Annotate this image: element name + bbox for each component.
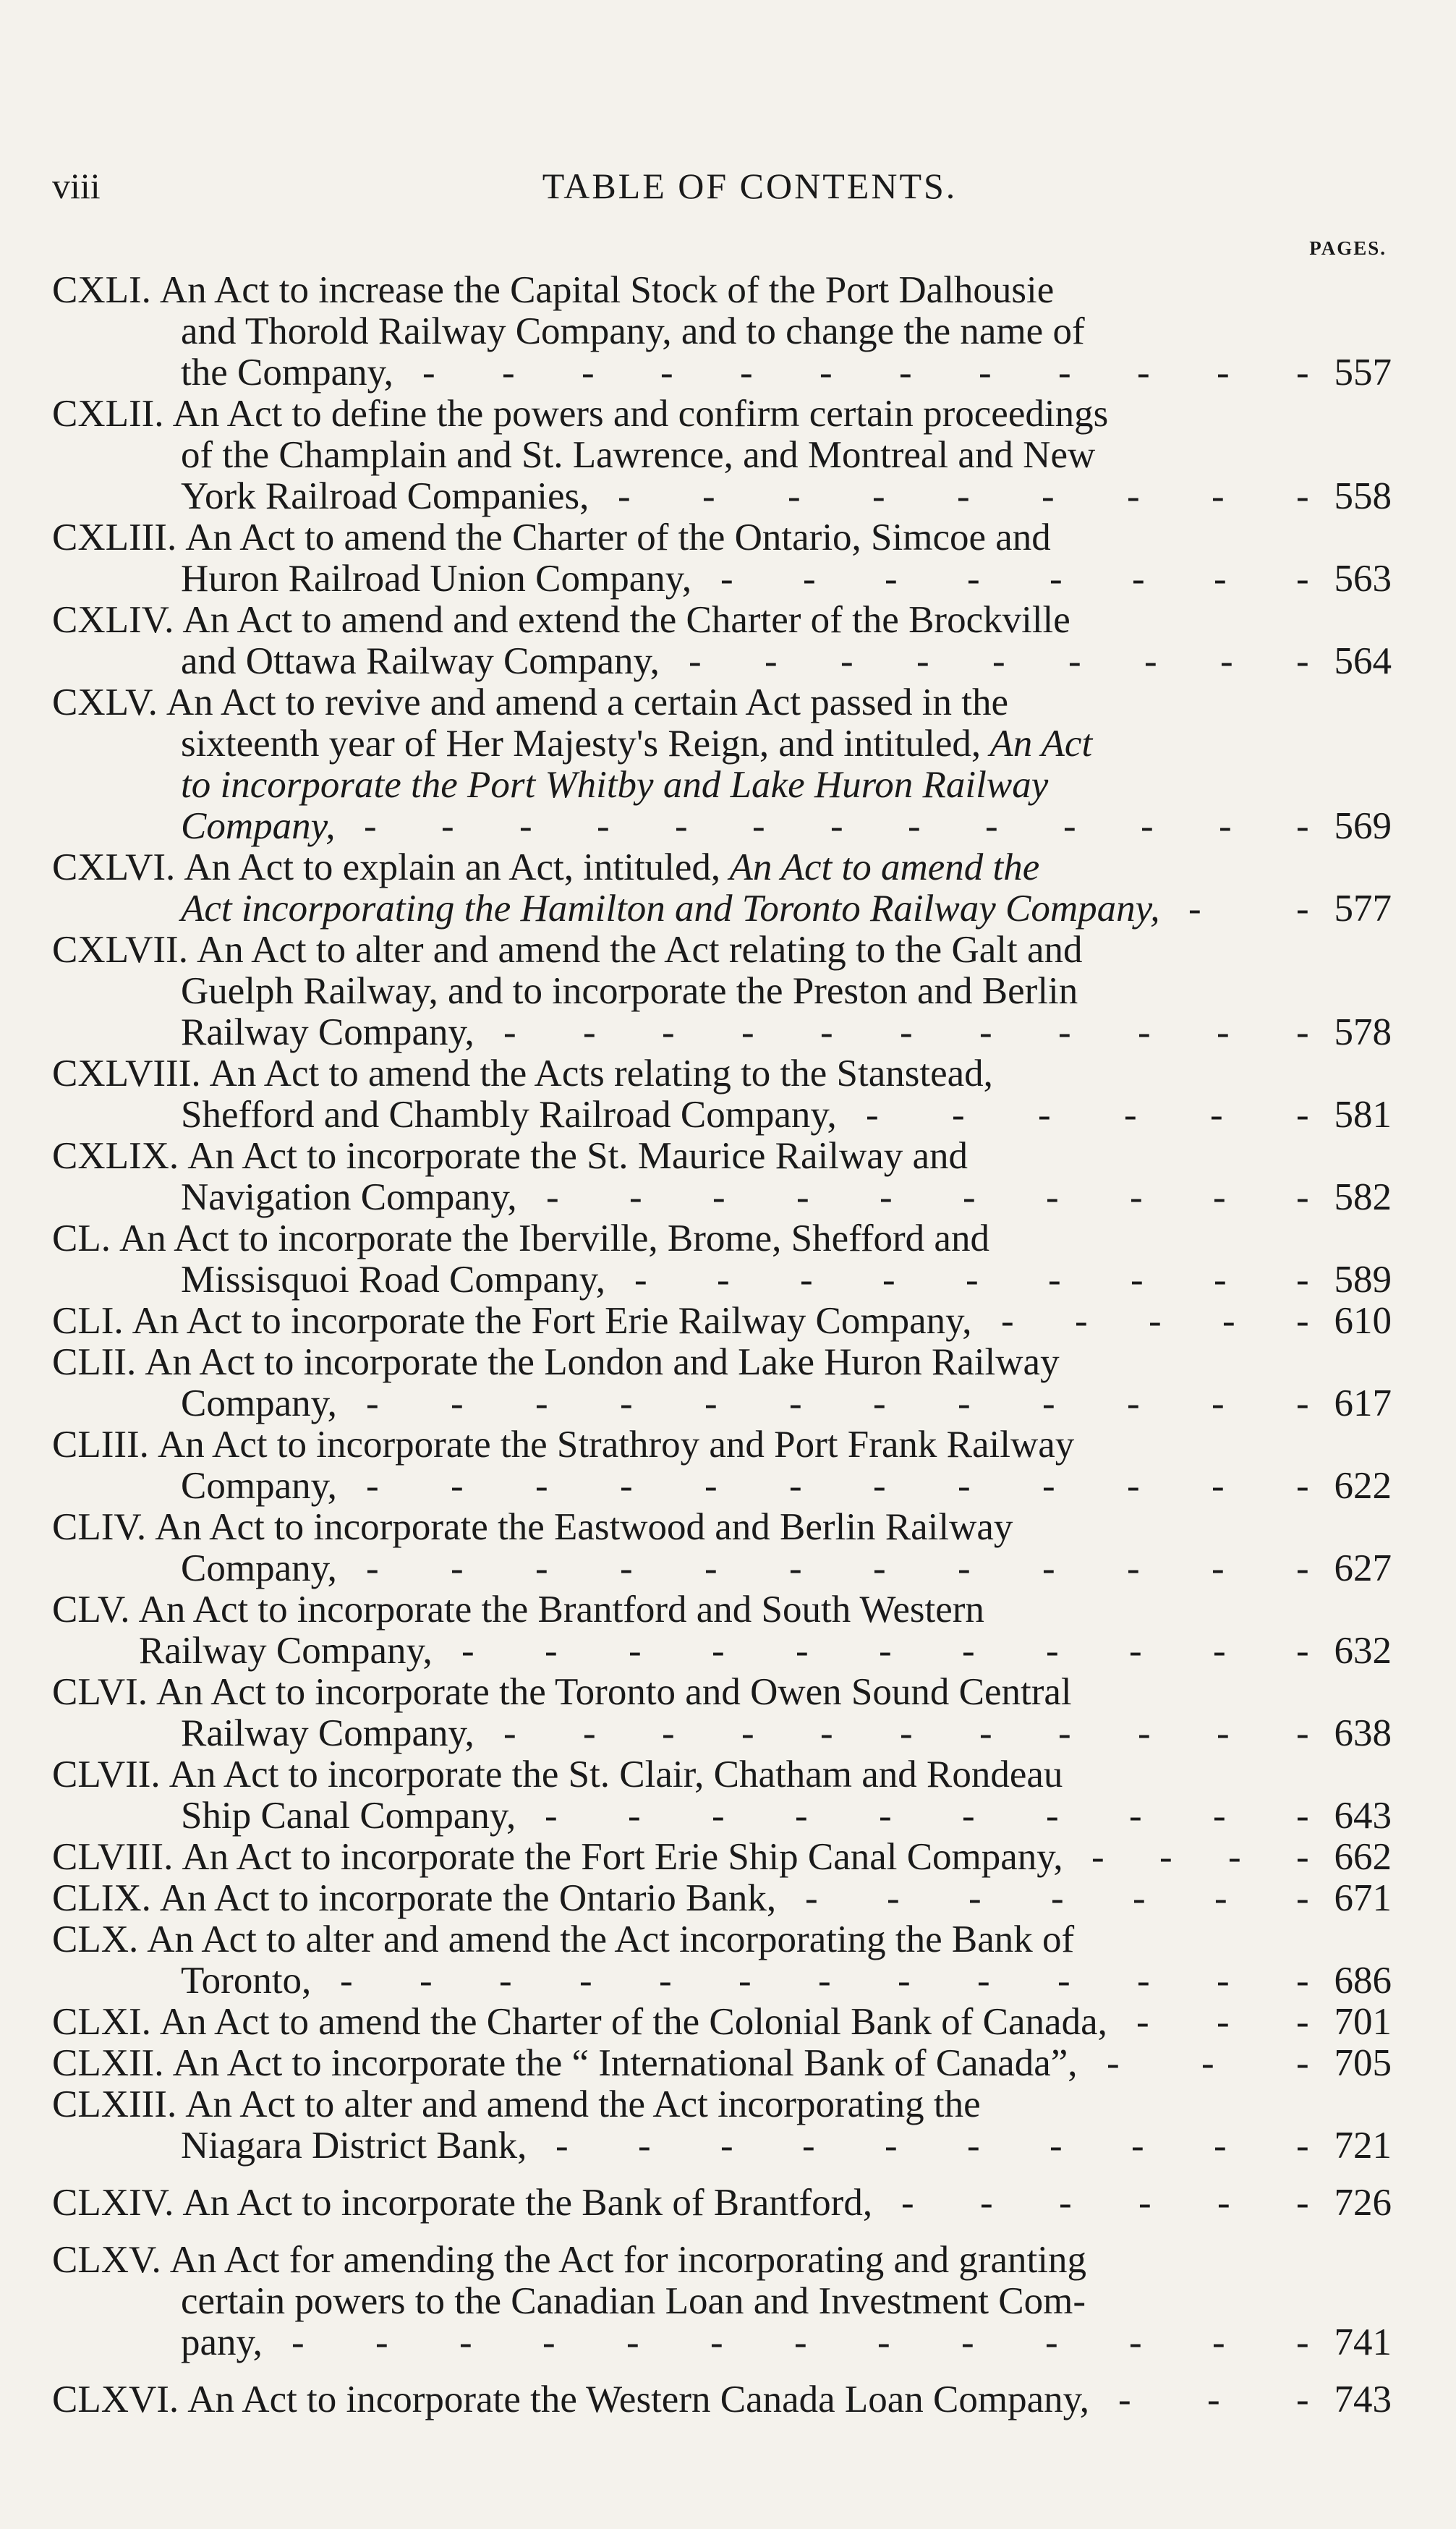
- entry-line: Shefford and Chambly Railroad Company, 581 - - - - - -: [181, 1094, 1392, 1136]
- entry-text: of the Champlain and St. Lawrence, and Montreal and New: [181, 434, 1096, 476]
- contents-entry: [52, 2240, 1390, 2363]
- act-numeral: CXLIII.: [52, 517, 177, 558]
- entry-line: [52, 1218, 1390, 1259]
- page-number: 726: [1334, 2182, 1392, 2224]
- entry-text: pany,: [181, 2321, 263, 2363]
- entry-text: certain powers to the Canadian Loan and Investment Com-: [181, 2280, 1086, 2322]
- contents-entry: [52, 1878, 1390, 1919]
- entry-line: pany, 741 - - - - - - - - - - - - -: [181, 2321, 1392, 2363]
- act-numeral: CLVII.: [52, 1754, 161, 1795]
- contents-entry: [52, 682, 1390, 847]
- entry-text: An Act to incorporate the Bank of Brantford,: [182, 2182, 873, 2224]
- contents-entry: [52, 394, 1390, 517]
- contents-entry: [52, 600, 1390, 682]
- contents-entry: [52, 1424, 1390, 1507]
- entry-line: [52, 1754, 1390, 1795]
- act-numeral: CLIII.: [52, 1424, 149, 1466]
- entry-text: An Act for amending the Act for incorporating and granting: [169, 2239, 1086, 2281]
- act-numeral: CXLIV.: [52, 599, 174, 641]
- entry-text: An Act to incorporate the Fort Erie Ship Canal Company,: [182, 1836, 1063, 1878]
- entry-line: [52, 930, 1390, 971]
- entry-line: CLXIV. An Act to incorporate the Bank of Brantford, 726 - - - - - -: [52, 2182, 1392, 2224]
- act-numeral: CLVI.: [52, 1671, 148, 1713]
- act-numeral: CLIV.: [52, 1506, 147, 1548]
- page-number: 671: [1334, 1877, 1392, 1919]
- contents-entry: [52, 1672, 1390, 1754]
- entry-text: An Act to incorporate the St. Maurice Railway and: [187, 1135, 968, 1177]
- entry-text: Ship Canal Company,: [181, 1795, 516, 1837]
- act-numeral: CL.: [52, 1217, 111, 1259]
- page-number: 569: [1334, 805, 1392, 847]
- pages-column-label: PAGES.: [1309, 237, 1387, 259]
- entry-text: An Act to amend and extend the Charter of the Brockville: [182, 599, 1070, 641]
- entry-text: Niagara District Bank,: [181, 2125, 527, 2167]
- page-number: 686: [1334, 1960, 1392, 2002]
- page-number: 705: [1334, 2042, 1392, 2084]
- entry-line: [52, 2084, 1390, 2125]
- entry-line: [52, 682, 1390, 723]
- contents-entry: [52, 2084, 1390, 2167]
- entry-line: CLI. An Act to incorporate the Fort Erie Railway Company, 610 - - - - -: [52, 1300, 1392, 1342]
- entry-text: An Act to amend the Charter of the Colonial Bank of Canada,: [159, 2001, 1107, 2043]
- entry-text: York Railroad Companies,: [181, 475, 589, 517]
- act-numeral: CLVIII.: [52, 1836, 174, 1878]
- entry-text: the Company,: [181, 352, 393, 394]
- contents-entry: [52, 1837, 1390, 1878]
- entry-text: An Act to incorporate the London and Lake Huron Railway: [145, 1341, 1060, 1383]
- act-numeral: CLX.: [52, 1918, 139, 1960]
- entry-text: Navigation Company,: [181, 1176, 517, 1218]
- entry-text: An Act to incorporate the Strathroy and Port Frank Railway: [157, 1424, 1075, 1466]
- act-numeral: CLXI.: [52, 2001, 151, 2043]
- entry-text: An Act to amend the Charter of the Ontario, Simcoe and: [185, 517, 1051, 558]
- entry-line: [52, 723, 1390, 765]
- entry-text: An Act to define the powers and confirm certain proceedings: [172, 393, 1109, 435]
- entry-text: An Act to alter and amend the Act incorporating the Bank of: [147, 1918, 1075, 1960]
- entry-line: the Company, 557 - - - - - - - - - - - -: [181, 352, 1392, 394]
- entry-text: An Act to increase the Capital Stock of the Port Dalhousie: [159, 269, 1055, 311]
- page-number: 589: [1334, 1259, 1392, 1301]
- page-number: 627: [1334, 1547, 1392, 1589]
- entry-text: An Act to alter and amend the Act relating to the Galt and: [196, 929, 1083, 971]
- contents-entry: [52, 1136, 1390, 1218]
- contents-entry: [52, 1919, 1390, 2002]
- page-number: 632: [1334, 1630, 1392, 1672]
- entry-line: [52, 765, 1390, 806]
- act-numeral: CLI.: [52, 1300, 124, 1342]
- entry-text: An Act to amend the Acts relating to the Stanstead,: [209, 1053, 993, 1095]
- entry-line: Railway Company, 632 - - - - - - - - - - -: [139, 1630, 1392, 1672]
- entry-line: [52, 2240, 1390, 2281]
- entry-line: [52, 1507, 1390, 1548]
- act-numeral: CLV.: [52, 1589, 130, 1631]
- entry-line: Toronto, 686 - - - - - - - - - - - - -: [181, 1960, 1392, 2002]
- contents-list: [52, 270, 1390, 2420]
- page-number: 563: [1334, 558, 1392, 600]
- entry-line: CLVIII. An Act to incorporate the Fort Erie Ship Canal Company, 662 - - - -: [52, 1836, 1392, 1878]
- page-number: 743: [1334, 2379, 1392, 2420]
- page-number: 581: [1334, 1094, 1392, 1136]
- entry-line: [52, 1053, 1390, 1095]
- entry-line: York Railroad Companies, 558 - - - - - - - - -: [181, 475, 1392, 517]
- entry-text: An Act to incorporate the Brantford and South Western: [138, 1589, 984, 1631]
- act-numeral: CLIX.: [52, 1877, 151, 1919]
- entry-italic-text: An Act to amend the: [720, 846, 1040, 888]
- entry-line: [52, 1672, 1390, 1713]
- entry-text: Shefford and Chambly Railroad Company,: [181, 1094, 837, 1136]
- entry-line: Company, 627 - - - - - - - - - - - -: [181, 1547, 1392, 1589]
- entry-line: [52, 270, 1390, 311]
- entry-line: Huron Railroad Union Company, 563 - - - - - - - -: [181, 558, 1392, 600]
- page-number: 582: [1334, 1176, 1392, 1218]
- entry-line: [52, 1919, 1390, 1960]
- act-numeral: CLII.: [52, 1341, 137, 1383]
- entry-line: [52, 311, 1390, 352]
- act-numeral: CXLVI.: [52, 846, 176, 888]
- entry-text: Act incorporating the Hamilton and Toronto Railway Company,: [181, 888, 1160, 930]
- entry-line: [52, 1136, 1390, 1177]
- entry-line: [52, 517, 1390, 558]
- page-title: TABLE OF CONTENTS.: [542, 166, 958, 206]
- act-numeral: CLXV.: [52, 2239, 161, 2281]
- page-number: 610: [1334, 1300, 1392, 1342]
- page-number: 578: [1334, 1011, 1392, 1053]
- entry-line: Company, 622 - - - - - - - - - - - -: [181, 1465, 1392, 1507]
- act-numeral: CLXIV.: [52, 2182, 174, 2224]
- contents-entry: [52, 270, 1390, 394]
- entry-line: CLIX. An Act to incorporate the Ontario Bank, 671 - - - - - - -: [52, 1877, 1392, 1919]
- contents-entry: [52, 1342, 1390, 1424]
- entry-line: CLXVI. An Act to incorporate the Western Canada Loan Company, 743 - - -: [52, 2379, 1392, 2420]
- entry-line: Company, 617 - - - - - - - - - - - -: [181, 1382, 1392, 1424]
- entry-line: Company, 569 - - - - - - - - - - - - -: [181, 805, 1392, 847]
- page-number: 564: [1334, 640, 1392, 682]
- entry-text: An Act to incorporate the St. Clair, Chatham and Rondeau: [169, 1754, 1063, 1795]
- entry-line: Railway Company, 638 - - - - - - - - - - -: [181, 1712, 1392, 1754]
- page-number: 577: [1334, 888, 1392, 930]
- act-numeral: CLXIII.: [52, 2083, 177, 2125]
- entry-line: CLXII. An Act to incorporate the “ International Bank of Canada”, 705 - - -: [52, 2042, 1392, 2084]
- contents-entry: [52, 2043, 1390, 2084]
- entry-text: An Act to incorporate the Eastwood and Berlin Railway: [155, 1506, 1013, 1548]
- entry-line: Niagara District Bank, 721 - - - - - - - - - -: [181, 2125, 1392, 2167]
- entry-line: [52, 1589, 1390, 1631]
- entry-text: Toronto,: [181, 1960, 312, 2002]
- page-number: 617: [1334, 1382, 1392, 1424]
- entry-line: [52, 435, 1390, 476]
- contents-entry: [52, 1507, 1390, 1589]
- page-number: 558: [1334, 475, 1392, 517]
- contents-entry: [52, 1301, 1390, 1342]
- entry-text: Missisquoi Road Company,: [181, 1259, 605, 1301]
- contents-entry: [52, 2002, 1390, 2043]
- entry-line: Railway Company, 578 - - - - - - - - - - -: [181, 1011, 1392, 1053]
- entry-text: Railway Company,: [139, 1630, 433, 1672]
- contents-entry: [52, 1589, 1390, 1672]
- entry-text: An Act to explain an Act, intituled,: [184, 846, 721, 888]
- page-number: 741: [1334, 2321, 1392, 2363]
- entry-line: CLXI. An Act to amend the Charter of the Colonial Bank of Canada, 701 - - -: [52, 2001, 1392, 2043]
- entry-text: Company,: [181, 1382, 337, 1424]
- folio: viii: [52, 166, 101, 206]
- entry-line: [52, 394, 1390, 435]
- contents-entry: [52, 1053, 1390, 1136]
- act-numeral: CLXVI.: [52, 2379, 179, 2420]
- contents-entry: [52, 2182, 1390, 2224]
- page-header: [0, 165, 1456, 216]
- page-number: 643: [1334, 1795, 1392, 1837]
- contents-entry: [52, 1218, 1390, 1301]
- entry-text: An Act to incorporate the “ International Bank of Canada”,: [172, 2042, 1078, 2084]
- entry-line: and Ottawa Railway Company, 564 - - - - - - - - -: [181, 640, 1392, 682]
- entry-text: An Act to incorporate the Toronto and Owen Sound Central: [156, 1671, 1072, 1713]
- page-number: 721: [1334, 2125, 1392, 2167]
- page-number: 701: [1334, 2001, 1392, 2043]
- act-numeral: CXLV.: [52, 681, 158, 723]
- entry-text: sixteenth year of Her Majesty's Reign, and intituled,: [181, 723, 982, 765]
- entry-line: Navigation Company, 582 - - - - - - - - - -: [181, 1176, 1392, 1218]
- entry-text: Company,: [181, 1465, 337, 1507]
- entry-line: Ship Canal Company, 643 - - - - - - - - - -: [181, 1795, 1392, 1837]
- entry-line: [52, 971, 1390, 1012]
- entry-line: Act incorporating the Hamilton and Toronto Railway Company, 577 - -: [181, 888, 1392, 930]
- act-numeral: CXLI.: [52, 269, 151, 311]
- entry-text: An Act to revive and amend a certain Act passed in the: [166, 681, 1008, 723]
- entry-text: Huron Railroad Union Company,: [181, 558, 692, 600]
- entry-text: Railway Company,: [181, 1011, 474, 1053]
- entry-text: Guelph Railway, and to incorporate the Preston and Berlin: [181, 970, 1078, 1012]
- contents-entry: [52, 930, 1390, 1053]
- page-number: 638: [1334, 1712, 1392, 1754]
- act-numeral: CXLVII.: [52, 929, 188, 971]
- entry-text: Company,: [181, 1547, 337, 1589]
- entry-line: [52, 2281, 1390, 2322]
- page-number: 557: [1334, 352, 1392, 394]
- act-numeral: CXLVIII.: [52, 1053, 201, 1095]
- entry-text: An Act to incorporate the Fort Erie Railway Company,: [132, 1300, 972, 1342]
- act-numeral: CXLIX.: [52, 1135, 179, 1177]
- act-numeral: CLXII.: [52, 2042, 164, 2084]
- entry-line: [52, 1424, 1390, 1466]
- entry-text: and Ottawa Railway Company,: [181, 640, 660, 682]
- contents-entry: [52, 2379, 1390, 2420]
- entry-line: [52, 1342, 1390, 1383]
- entry-italic-text: An Act: [981, 723, 1093, 765]
- entry-text: An Act to incorporate the Iberville, Brome, Shefford and: [119, 1217, 989, 1259]
- act-numeral: CXLII.: [52, 393, 164, 435]
- contents-entry: [52, 847, 1390, 930]
- entry-text: An Act to incorporate the Western Canada Loan Company,: [187, 2379, 1089, 2420]
- entry-line: [52, 847, 1390, 888]
- page-number: 622: [1334, 1465, 1392, 1507]
- entry-text: to incorporate the Port Whitby and Lake Huron Railway: [181, 764, 1049, 806]
- entry-text: An Act to alter and amend the Act incorporating the: [185, 2083, 981, 2125]
- page-number: 662: [1334, 1836, 1392, 1878]
- entry-line: Missisquoi Road Company, 589 - - - - - - - - -: [181, 1259, 1392, 1301]
- entry-text: Railway Company,: [181, 1712, 474, 1754]
- contents-entry: [52, 1754, 1390, 1837]
- entry-line: [52, 600, 1390, 641]
- contents-entry: [52, 517, 1390, 600]
- entry-text: An Act to incorporate the Ontario Bank,: [159, 1877, 777, 1919]
- entry-text: Company,: [181, 805, 336, 847]
- entry-text: and Thorold Railway Company, and to change the name of: [181, 310, 1085, 352]
